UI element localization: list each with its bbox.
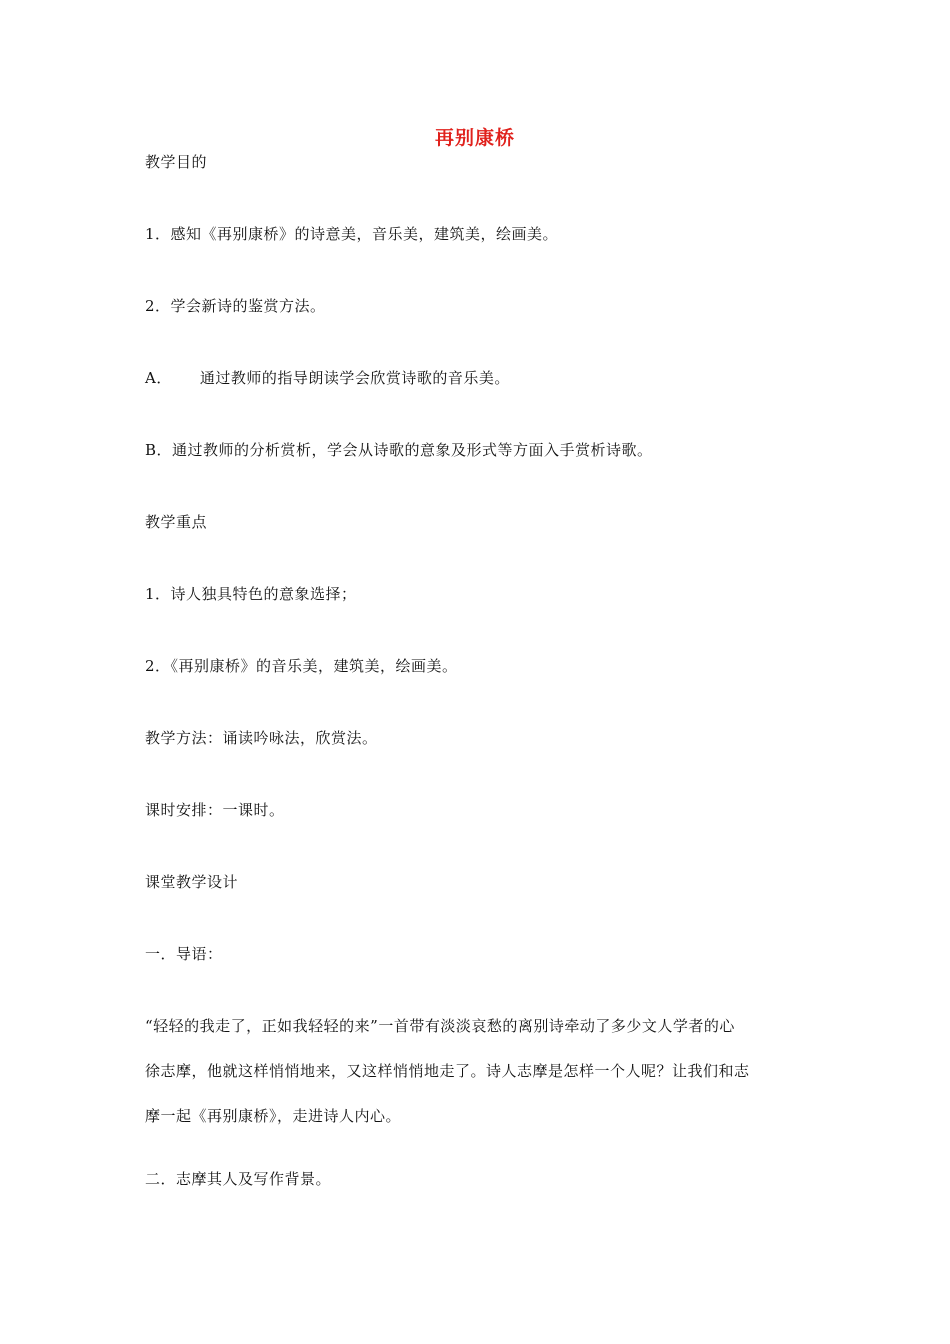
goal-item-a xyxy=(145,368,510,388)
focus-item-2: 2．《再别康桥》的音乐美，建筑美，绘画美。 xyxy=(145,657,458,675)
class-schedule: 课时安排：一课时。 xyxy=(145,801,285,819)
goal-item-a-text: 通过教师的指导朗读学会欣赏诗歌的音乐美。 xyxy=(199,369,510,387)
heading-teaching-focus: 教学重点 xyxy=(145,513,208,531)
teaching-method: 教学方法：诵读吟咏法，欣赏法。 xyxy=(145,729,378,747)
goal-item-b: B．通过教师的分析赏析，学会从诗歌的意象及形式等方面入手赏析诗歌。 xyxy=(145,441,653,459)
document-title: 再别康桥 xyxy=(434,127,515,149)
intro-line: “轻轻的我走了，正如我轻轻的来”一首带有淡淡哀愁的离别诗牵动了多少文人学者的心 xyxy=(145,1017,735,1035)
focus-item-1: 1．诗人独具特色的意象选择； xyxy=(145,585,357,603)
heading-class-design: 课堂教学设计 xyxy=(145,873,239,891)
goal-item-a-label: A． xyxy=(145,369,172,387)
intro-paragraph xyxy=(145,1016,810,1151)
heading-teaching-goals: 教学目的 xyxy=(145,153,208,171)
goal-item-2: 2．学会新诗的鉴赏方法。 xyxy=(145,297,326,315)
section-intro-heading: 一．导语： xyxy=(145,945,223,963)
goal-item-1: 1．感知《再别康桥》的诗意美，音乐美，建筑美，绘画美。 xyxy=(145,225,559,243)
intro-line: 摩一起《再别康桥》，走进诗人内心。 xyxy=(145,1107,402,1125)
section-background-heading: 二．志摩其人及写作背景。 xyxy=(145,1170,332,1188)
intro-line: 徐志摩，他就这样悄悄地来，又这样悄悄地走了。诗人志摩是怎样一个人呢？让我们和志 xyxy=(145,1062,750,1080)
